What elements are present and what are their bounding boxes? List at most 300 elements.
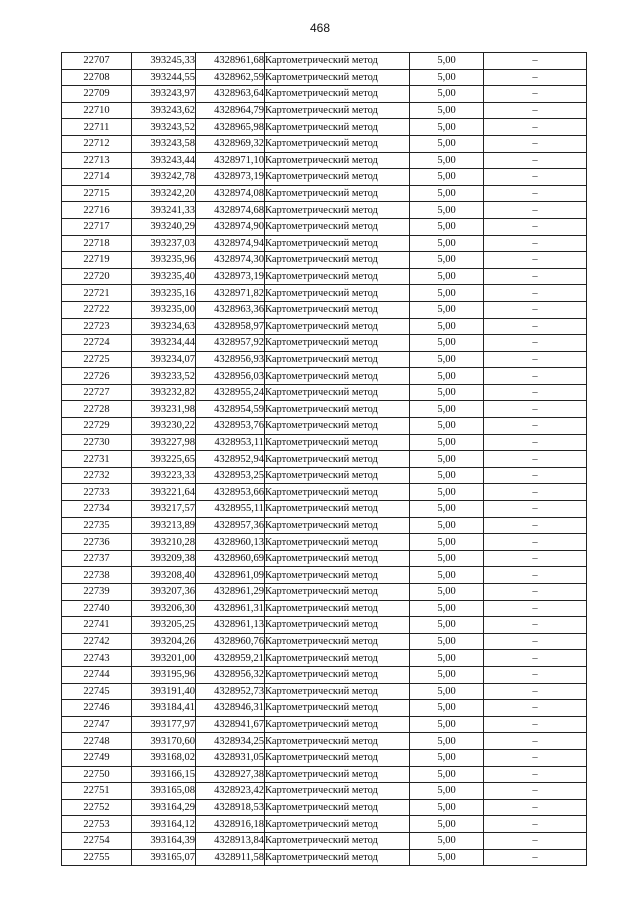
y-coordinate-cell: 4328953,76 — [196, 418, 265, 435]
method-cell: Картометрический метод — [265, 617, 410, 634]
point-number-cell: 22709 — [62, 86, 132, 103]
description-cell: – — [484, 816, 587, 833]
x-coordinate-cell: 393230,22 — [132, 418, 196, 435]
description-cell: – — [484, 401, 587, 418]
description-cell: – — [484, 185, 587, 202]
y-coordinate-cell: 4328969,32 — [196, 135, 265, 152]
description-cell: – — [484, 484, 587, 501]
point-number-cell: 22743 — [62, 650, 132, 667]
method-cell: Картометрический метод — [265, 600, 410, 617]
accuracy-cell: 5,00 — [410, 666, 484, 683]
table-row — [62, 467, 587, 484]
x-coordinate-cell: 393234,63 — [132, 318, 196, 335]
method-cell: Картометрический метод — [265, 318, 410, 335]
point-number-cell: 22738 — [62, 567, 132, 584]
x-coordinate-cell: 393213,89 — [132, 517, 196, 534]
accuracy-cell: 5,00 — [410, 749, 484, 766]
description-cell: – — [484, 600, 587, 617]
table-row — [62, 418, 587, 435]
x-coordinate-cell: 393233,52 — [132, 368, 196, 385]
accuracy-cell: 5,00 — [410, 617, 484, 634]
accuracy-cell: 5,00 — [410, 832, 484, 849]
y-coordinate-cell: 4328960,13 — [196, 534, 265, 551]
point-number-cell: 22746 — [62, 700, 132, 717]
y-coordinate-cell: 4328953,66 — [196, 484, 265, 501]
x-coordinate-cell: 393210,28 — [132, 534, 196, 551]
method-cell: Картометрический метод — [265, 666, 410, 683]
description-cell: – — [484, 301, 587, 318]
x-coordinate-cell: 393231,98 — [132, 401, 196, 418]
x-coordinate-cell: 393235,00 — [132, 301, 196, 318]
x-coordinate-cell: 393243,52 — [132, 119, 196, 136]
x-coordinate-cell: 393225,65 — [132, 451, 196, 468]
x-coordinate-cell: 393227,98 — [132, 434, 196, 451]
method-cell: Картометрический метод — [265, 384, 410, 401]
x-coordinate-cell: 393243,97 — [132, 86, 196, 103]
point-number-cell: 22713 — [62, 152, 132, 169]
method-cell: Картометрический метод — [265, 252, 410, 269]
point-number-cell: 22714 — [62, 169, 132, 186]
accuracy-cell: 5,00 — [410, 235, 484, 252]
method-cell: Картометрический метод — [265, 102, 410, 119]
method-cell: Картометрический метод — [265, 683, 410, 700]
table-row — [62, 451, 587, 468]
x-coordinate-cell: 393237,03 — [132, 235, 196, 252]
y-coordinate-cell: 4328946,31 — [196, 700, 265, 717]
accuracy-cell: 5,00 — [410, 650, 484, 667]
x-coordinate-cell: 393206,30 — [132, 600, 196, 617]
method-cell: Картометрический метод — [265, 218, 410, 235]
x-coordinate-cell: 393201,00 — [132, 650, 196, 667]
point-number-cell: 22722 — [62, 301, 132, 318]
y-coordinate-cell: 4328927,38 — [196, 766, 265, 783]
point-number-cell: 22708 — [62, 69, 132, 86]
point-number-cell: 22739 — [62, 584, 132, 601]
accuracy-cell: 5,00 — [410, 484, 484, 501]
x-coordinate-cell: 393204,26 — [132, 633, 196, 650]
table-row — [62, 185, 587, 202]
point-number-cell: 22732 — [62, 467, 132, 484]
description-cell: – — [484, 53, 587, 70]
accuracy-cell: 5,00 — [410, 716, 484, 733]
accuracy-cell: 5,00 — [410, 185, 484, 202]
description-cell: – — [484, 351, 587, 368]
y-coordinate-cell: 4328965,98 — [196, 119, 265, 136]
y-coordinate-cell: 4328956,93 — [196, 351, 265, 368]
method-cell: Картометрический метод — [265, 351, 410, 368]
accuracy-cell: 5,00 — [410, 401, 484, 418]
description-cell: – — [484, 849, 587, 866]
method-cell: Картометрический метод — [265, 783, 410, 800]
point-number-cell: 22712 — [62, 135, 132, 152]
accuracy-cell: 5,00 — [410, 351, 484, 368]
point-number-cell: 22715 — [62, 185, 132, 202]
point-number-cell: 22728 — [62, 401, 132, 418]
method-cell: Картометрический метод — [265, 86, 410, 103]
point-number-cell: 22748 — [62, 733, 132, 750]
point-number-cell: 22710 — [62, 102, 132, 119]
accuracy-cell: 5,00 — [410, 102, 484, 119]
accuracy-cell: 5,00 — [410, 700, 484, 717]
accuracy-cell: 5,00 — [410, 766, 484, 783]
x-coordinate-cell: 393235,40 — [132, 268, 196, 285]
table-row — [62, 53, 587, 70]
method-cell: Картометрический метод — [265, 285, 410, 302]
table-row — [62, 318, 587, 335]
y-coordinate-cell: 4328953,25 — [196, 467, 265, 484]
description-cell: – — [484, 501, 587, 518]
coordinates-table-body — [62, 53, 587, 866]
x-coordinate-cell: 393170,60 — [132, 733, 196, 750]
y-coordinate-cell: 4328918,53 — [196, 799, 265, 816]
y-coordinate-cell: 4328957,92 — [196, 335, 265, 352]
method-cell: Картометрический метод — [265, 766, 410, 783]
description-cell: – — [484, 384, 587, 401]
point-number-cell: 22736 — [62, 534, 132, 551]
y-coordinate-cell: 4328961,29 — [196, 584, 265, 601]
description-cell: – — [484, 584, 587, 601]
point-number-cell: 22741 — [62, 617, 132, 634]
y-coordinate-cell: 4328955,24 — [196, 384, 265, 401]
accuracy-cell: 5,00 — [410, 451, 484, 468]
y-coordinate-cell: 4328974,68 — [196, 202, 265, 219]
x-coordinate-cell: 393241,33 — [132, 202, 196, 219]
table-row — [62, 700, 587, 717]
method-cell: Картометрический метод — [265, 169, 410, 186]
x-coordinate-cell: 393242,78 — [132, 169, 196, 186]
description-cell: – — [484, 418, 587, 435]
y-coordinate-cell: 4328952,73 — [196, 683, 265, 700]
y-coordinate-cell: 4328960,76 — [196, 633, 265, 650]
table-row — [62, 69, 587, 86]
method-cell: Картометрический метод — [265, 119, 410, 136]
y-coordinate-cell: 4328971,82 — [196, 285, 265, 302]
accuracy-cell: 5,00 — [410, 683, 484, 700]
method-cell: Картометрический метод — [265, 749, 410, 766]
description-cell: – — [484, 451, 587, 468]
y-coordinate-cell: 4328964,79 — [196, 102, 265, 119]
description-cell: – — [484, 86, 587, 103]
table-row — [62, 849, 587, 866]
description-cell: – — [484, 783, 587, 800]
description-cell: – — [484, 567, 587, 584]
method-cell: Картометрический метод — [265, 650, 410, 667]
description-cell: – — [484, 550, 587, 567]
table-row — [62, 351, 587, 368]
description-cell: – — [484, 733, 587, 750]
point-number-cell: 22753 — [62, 816, 132, 833]
table-row — [62, 666, 587, 683]
x-coordinate-cell: 393243,62 — [132, 102, 196, 119]
method-cell: Картометрический метод — [265, 633, 410, 650]
y-coordinate-cell: 4328911,58 — [196, 849, 265, 866]
accuracy-cell: 5,00 — [410, 69, 484, 86]
description-cell: – — [484, 169, 587, 186]
method-cell: Картометрический метод — [265, 716, 410, 733]
y-coordinate-cell: 4328956,32 — [196, 666, 265, 683]
point-number-cell: 22752 — [62, 799, 132, 816]
description-cell: – — [484, 252, 587, 269]
table-row — [62, 617, 587, 634]
point-number-cell: 22740 — [62, 600, 132, 617]
point-number-cell: 22717 — [62, 218, 132, 235]
accuracy-cell: 5,00 — [410, 268, 484, 285]
point-number-cell: 22733 — [62, 484, 132, 501]
description-cell: – — [484, 218, 587, 235]
point-number-cell: 22744 — [62, 666, 132, 683]
method-cell: Картометрический метод — [265, 534, 410, 551]
accuracy-cell: 5,00 — [410, 202, 484, 219]
table-row — [62, 733, 587, 750]
point-number-cell: 22727 — [62, 384, 132, 401]
point-number-cell: 22720 — [62, 268, 132, 285]
accuracy-cell: 5,00 — [410, 799, 484, 816]
method-cell: Картометрический метод — [265, 799, 410, 816]
x-coordinate-cell: 393209,38 — [132, 550, 196, 567]
y-coordinate-cell: 4328941,67 — [196, 716, 265, 733]
point-number-cell: 22734 — [62, 501, 132, 518]
method-cell: Картометрический метод — [265, 368, 410, 385]
x-coordinate-cell: 393244,55 — [132, 69, 196, 86]
description-cell: – — [484, 119, 587, 136]
accuracy-cell: 5,00 — [410, 633, 484, 650]
method-cell: Картометрический метод — [265, 733, 410, 750]
y-coordinate-cell: 4328913,84 — [196, 832, 265, 849]
y-coordinate-cell: 4328974,94 — [196, 235, 265, 252]
x-coordinate-cell: 393165,07 — [132, 849, 196, 866]
x-coordinate-cell: 393164,39 — [132, 832, 196, 849]
y-coordinate-cell: 4328961,31 — [196, 600, 265, 617]
x-coordinate-cell: 393243,44 — [132, 152, 196, 169]
table-row — [62, 534, 587, 551]
method-cell: Картометрический метод — [265, 849, 410, 866]
method-cell: Картометрический метод — [265, 816, 410, 833]
table-row — [62, 567, 587, 584]
table-row — [62, 335, 587, 352]
point-number-cell: 22755 — [62, 849, 132, 866]
description-cell: – — [484, 152, 587, 169]
point-number-cell: 22742 — [62, 633, 132, 650]
point-number-cell: 22751 — [62, 783, 132, 800]
table-row — [62, 285, 587, 302]
point-number-cell: 22725 — [62, 351, 132, 368]
y-coordinate-cell: 4328955,11 — [196, 501, 265, 518]
description-cell: – — [484, 368, 587, 385]
table-row — [62, 152, 587, 169]
description-cell: – — [484, 268, 587, 285]
y-coordinate-cell: 4328916,18 — [196, 816, 265, 833]
description-cell: – — [484, 434, 587, 451]
y-coordinate-cell: 4328974,08 — [196, 185, 265, 202]
accuracy-cell: 5,00 — [410, 285, 484, 302]
y-coordinate-cell: 4328973,19 — [196, 268, 265, 285]
table-row — [62, 600, 587, 617]
table-row — [62, 550, 587, 567]
x-coordinate-cell: 393191,40 — [132, 683, 196, 700]
point-number-cell: 22711 — [62, 119, 132, 136]
point-number-cell: 22730 — [62, 434, 132, 451]
method-cell: Картометрический метод — [265, 501, 410, 518]
accuracy-cell: 5,00 — [410, 567, 484, 584]
method-cell: Картометрический метод — [265, 434, 410, 451]
x-coordinate-cell: 393165,08 — [132, 783, 196, 800]
description-cell: – — [484, 335, 587, 352]
method-cell: Картометрический метод — [265, 832, 410, 849]
description-cell: – — [484, 318, 587, 335]
accuracy-cell: 5,00 — [410, 584, 484, 601]
table-row — [62, 584, 587, 601]
accuracy-cell: 5,00 — [410, 733, 484, 750]
y-coordinate-cell: 4328953,11 — [196, 434, 265, 451]
y-coordinate-cell: 4328952,94 — [196, 451, 265, 468]
y-coordinate-cell: 4328956,03 — [196, 368, 265, 385]
method-cell: Картометрический метод — [265, 584, 410, 601]
description-cell: – — [484, 235, 587, 252]
x-coordinate-cell: 393177,97 — [132, 716, 196, 733]
accuracy-cell: 5,00 — [410, 169, 484, 186]
x-coordinate-cell: 393234,44 — [132, 335, 196, 352]
description-cell: – — [484, 467, 587, 484]
accuracy-cell: 5,00 — [410, 135, 484, 152]
method-cell: Картометрический метод — [265, 235, 410, 252]
x-coordinate-cell: 393168,02 — [132, 749, 196, 766]
y-coordinate-cell: 4328957,36 — [196, 517, 265, 534]
description-cell: – — [484, 517, 587, 534]
x-coordinate-cell: 393164,29 — [132, 799, 196, 816]
table-row — [62, 235, 587, 252]
point-number-cell: 22716 — [62, 202, 132, 219]
coordinates-table — [61, 52, 587, 866]
table-row — [62, 268, 587, 285]
method-cell: Картометрический метод — [265, 467, 410, 484]
table-row — [62, 218, 587, 235]
point-number-cell: 22723 — [62, 318, 132, 335]
x-coordinate-cell: 393195,96 — [132, 666, 196, 683]
accuracy-cell: 5,00 — [410, 467, 484, 484]
y-coordinate-cell: 4328974,30 — [196, 252, 265, 269]
method-cell: Картометрический метод — [265, 451, 410, 468]
table-row — [62, 401, 587, 418]
table-row — [62, 86, 587, 103]
x-coordinate-cell: 393243,58 — [132, 135, 196, 152]
point-number-cell: 22747 — [62, 716, 132, 733]
method-cell: Картометрический метод — [265, 152, 410, 169]
y-coordinate-cell: 4328973,19 — [196, 169, 265, 186]
x-coordinate-cell: 393240,29 — [132, 218, 196, 235]
point-number-cell: 22745 — [62, 683, 132, 700]
table-row — [62, 501, 587, 518]
x-coordinate-cell: 393232,82 — [132, 384, 196, 401]
table-row — [62, 169, 587, 186]
accuracy-cell: 5,00 — [410, 849, 484, 866]
x-coordinate-cell: 393235,96 — [132, 252, 196, 269]
point-number-cell: 22750 — [62, 766, 132, 783]
method-cell: Картометрический метод — [265, 700, 410, 717]
table-row — [62, 384, 587, 401]
point-number-cell: 22729 — [62, 418, 132, 435]
accuracy-cell: 5,00 — [410, 434, 484, 451]
method-cell: Картометрический метод — [265, 301, 410, 318]
table-row — [62, 650, 587, 667]
point-number-cell: 22707 — [62, 53, 132, 70]
accuracy-cell: 5,00 — [410, 816, 484, 833]
accuracy-cell: 5,00 — [410, 335, 484, 352]
description-cell: – — [484, 799, 587, 816]
method-cell: Картометрический метод — [265, 202, 410, 219]
y-coordinate-cell: 4328962,59 — [196, 69, 265, 86]
description-cell: – — [484, 69, 587, 86]
y-coordinate-cell: 4328954,59 — [196, 401, 265, 418]
x-coordinate-cell: 393235,16 — [132, 285, 196, 302]
method-cell: Картометрический метод — [265, 567, 410, 584]
x-coordinate-cell: 393164,12 — [132, 816, 196, 833]
description-cell: – — [484, 683, 587, 700]
method-cell: Картометрический метод — [265, 335, 410, 352]
x-coordinate-cell: 393184,41 — [132, 700, 196, 717]
y-coordinate-cell: 4328959,21 — [196, 650, 265, 667]
table-row — [62, 301, 587, 318]
accuracy-cell: 5,00 — [410, 119, 484, 136]
accuracy-cell: 5,00 — [410, 86, 484, 103]
table-row — [62, 484, 587, 501]
accuracy-cell: 5,00 — [410, 384, 484, 401]
table-row — [62, 633, 587, 650]
description-cell: – — [484, 534, 587, 551]
table-row — [62, 749, 587, 766]
method-cell: Картометрический метод — [265, 517, 410, 534]
point-number-cell: 22724 — [62, 335, 132, 352]
accuracy-cell: 5,00 — [410, 534, 484, 551]
y-coordinate-cell: 4328961,68 — [196, 53, 265, 70]
accuracy-cell: 5,00 — [410, 550, 484, 567]
table-row — [62, 202, 587, 219]
point-number-cell: 22754 — [62, 832, 132, 849]
accuracy-cell: 5,00 — [410, 368, 484, 385]
description-cell: – — [484, 135, 587, 152]
description-cell: – — [484, 666, 587, 683]
accuracy-cell: 5,00 — [410, 517, 484, 534]
y-coordinate-cell: 4328971,10 — [196, 152, 265, 169]
method-cell: Картометрический метод — [265, 135, 410, 152]
y-coordinate-cell: 4328963,64 — [196, 86, 265, 103]
description-cell: – — [484, 633, 587, 650]
point-number-cell: 22726 — [62, 368, 132, 385]
x-coordinate-cell: 393242,20 — [132, 185, 196, 202]
table-row — [62, 252, 587, 269]
table-row — [62, 683, 587, 700]
y-coordinate-cell: 4328974,90 — [196, 218, 265, 235]
method-cell: Картометрический метод — [265, 484, 410, 501]
method-cell: Картометрический метод — [265, 418, 410, 435]
description-cell: – — [484, 766, 587, 783]
point-number-cell: 22721 — [62, 285, 132, 302]
accuracy-cell: 5,00 — [410, 53, 484, 70]
description-cell: – — [484, 832, 587, 849]
description-cell: – — [484, 202, 587, 219]
x-coordinate-cell: 393217,57 — [132, 501, 196, 518]
y-coordinate-cell: 4328961,09 — [196, 567, 265, 584]
table-row — [62, 119, 587, 136]
description-cell: – — [484, 285, 587, 302]
point-number-cell: 22735 — [62, 517, 132, 534]
method-cell: Картометрический метод — [265, 401, 410, 418]
y-coordinate-cell: 4328961,13 — [196, 617, 265, 634]
table-row — [62, 135, 587, 152]
x-coordinate-cell: 393223,33 — [132, 467, 196, 484]
table-row — [62, 783, 587, 800]
y-coordinate-cell: 4328923,42 — [196, 783, 265, 800]
description-cell: – — [484, 617, 587, 634]
